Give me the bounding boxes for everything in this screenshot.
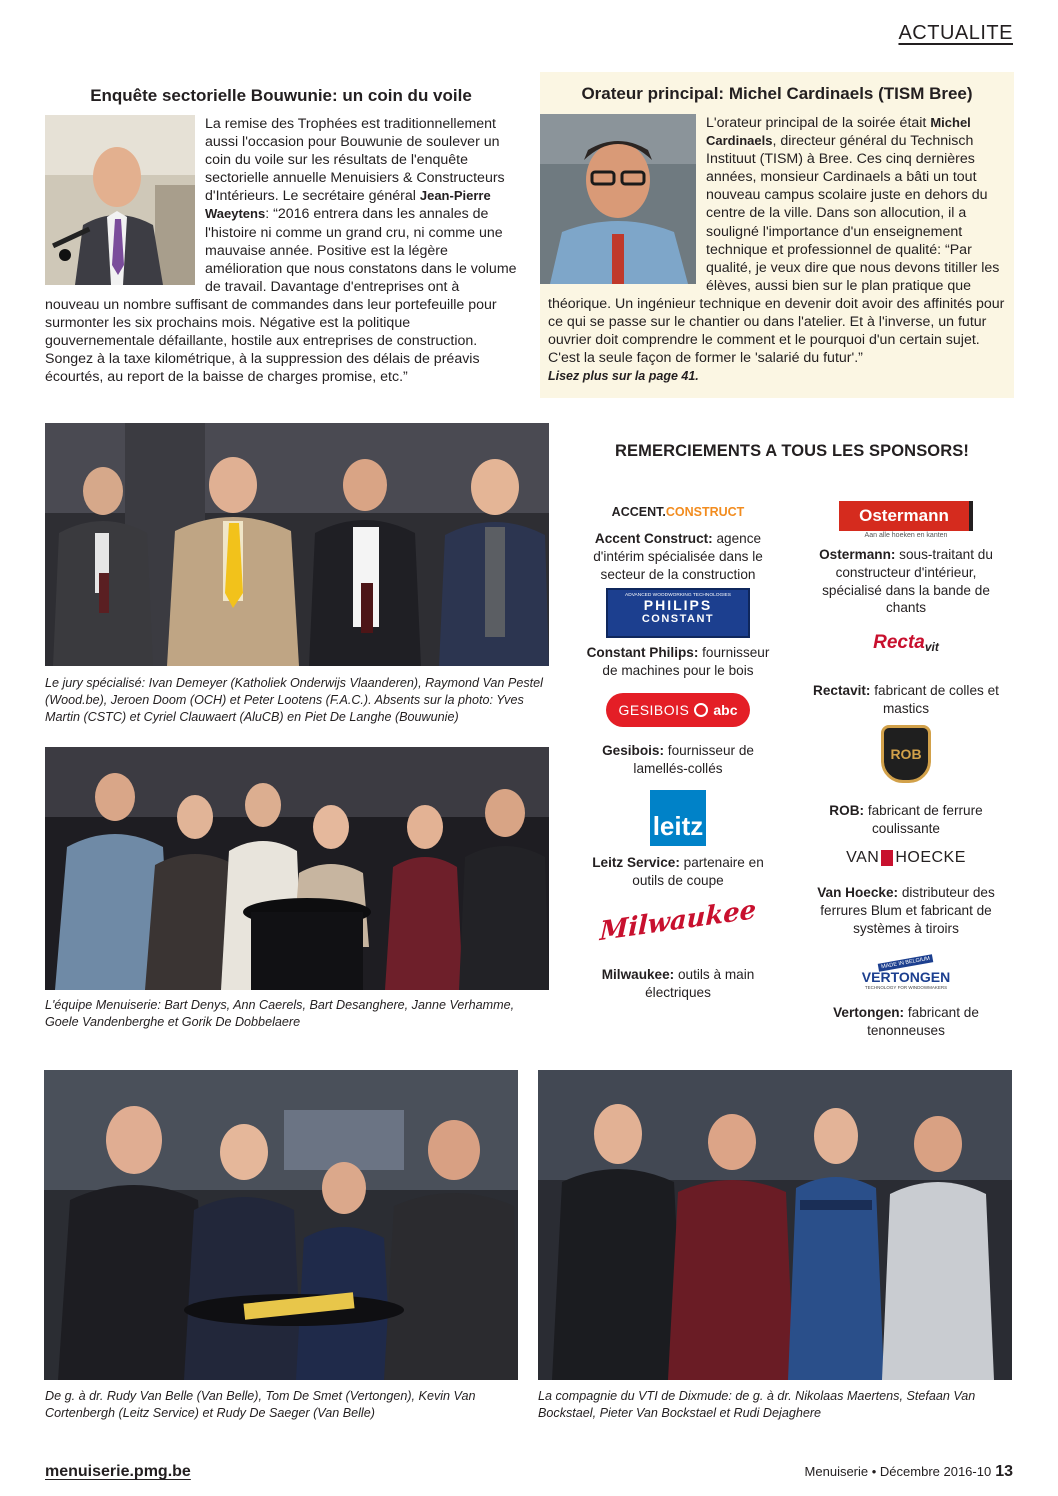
read-more: Lisez plus sur la page 41. [548, 369, 699, 384]
leitz-logo: leitz [578, 786, 778, 850]
sponsor-description: Vertongen: fabricant de tenonneuses [833, 1005, 979, 1038]
rectavit-logo: Recta vit [873, 632, 939, 654]
constant-philips-logo: ADVANCED WOODWORKING TECHNOLOGIES PHILIPS CONSTANT [578, 586, 778, 640]
rob-logo: ROB [806, 722, 1006, 786]
sponsor-description: Accent Construct: agence d'intérim spécialisée dans le secteur de la construction [593, 531, 763, 582]
photo-jury [45, 423, 549, 666]
caption-team: L'équipe Menuiserie: Bart Denys, Ann Caerels, Bart Desanghere, Janne Verhamme, Goele Vandenberghe et Gorik De Dobbelaere [45, 998, 515, 1029]
photo-team-menuiserie [45, 747, 549, 990]
caption-van-belle: De g. à dr. Rudy Van Belle (Van Belle), Tom De Smet (Vertongen), Kevin Van Cortenbergh (Leitz Service) et Rudy De Saeger (Van Belle) [45, 1389, 476, 1420]
sponsors-title: REMERCIEMENTS A TOUS LES SPONSORS! [615, 442, 969, 460]
footer-website[interactable]: menuiserie.pmg.be [45, 1463, 191, 1480]
accent-construct-logo: ACCENT. CONSTRUCT [611, 505, 745, 519]
sponsor-description: Leitz Service: partenaire en outils de coupe [592, 855, 764, 888]
person-name: Michel Cardinaels [706, 115, 971, 149]
van-hoecke-logo: VAN HOECKE [846, 849, 966, 866]
footer-issue [805, 1463, 1013, 1481]
photo-vti-dixmude [538, 1070, 1012, 1380]
page-number: 13 [995, 1463, 1013, 1480]
article-title: Enquête sectorielle Bouwunie: un coin du voile [90, 86, 472, 105]
article-title: Orateur principal: Michel Cardinaels (TISM Bree) [581, 84, 973, 103]
gesibois-logo: GESIBOIS abc [578, 686, 778, 734]
sponsor-description: Van Hoecke: distributeur des ferrures Blum et fabricant de systèmes à tiroirs [817, 885, 995, 936]
sponsor-description: Rectavit: fabricant de colles et mastics [813, 683, 999, 716]
photo-speaker-cardinaels [540, 114, 696, 284]
issue-label: Menuiserie • Décembre 2016-10 [804, 1464, 992, 1479]
article-body: La remise des Trophées est traditionnellement aussi l'occasion pour Bouwunie de soulever un coin du voile sur les résultats de l'enquête sectorielle annuelle Menuisiers & Constructeurs d'Intérieurs. Le secrétaire général Jean-Pierre Waeytens: “2016 entrera dans les annales de l'histoire ni comme un grand cru, ni comme une mauvaise année. Positive est la légère amélioration que nous constatons dans le volume de travail. Davantage d'entreprises ont à nouveau un nombre suffisant de commandes dans leur portefeuille pour surmonter les six prochains mois. Négative est la politique gouvernementale défaillante, hostile aux entreprises de construction. Songez à la taxe kilométrique, à la suppression des délais de préavis écourtés, au report de la baisse de charges promise, etc.” [45, 116, 517, 386]
sponsors-right-column [806, 494, 1006, 1040]
caption-vti: La compagnie du VTI de Dixmude: de g. à dr. Nikolaas Maertens, Stefaan Van Bockstael, Pieter Van Bockstael et Rudi Dejaghere [538, 1389, 976, 1420]
van-hoecke-h-icon [881, 850, 893, 866]
sponsor-description: Constant Philips: fournisseur de machines pour le bois [586, 645, 770, 678]
milwaukee-logo: Milwaukee [599, 894, 757, 948]
article-box-cardinaels [540, 72, 1014, 398]
photo-speaker-waeytens [45, 115, 195, 285]
ostermann-logo: Ostermann Aan alle hoeken en kanten [806, 494, 1006, 546]
person-name: Jean-Pierre Waeytens [205, 188, 491, 222]
sponsors-left-column [578, 494, 778, 1002]
vertongen-logo: MADE IN BELGIUM VERTONGEN TECHNOLOGY FOR WINDOWMAKERS [861, 955, 951, 990]
gesibois-dot-icon [694, 703, 708, 717]
section-label: ACTUALITE [898, 22, 1013, 44]
sponsor-description: ROB: fabricant de ferrure coulissante [829, 803, 983, 836]
sponsor-description: Milwaukee: outils à main électriques [601, 967, 755, 1000]
caption-jury: Le jury spécialisé: Ivan Demeyer (Katholiek Onderwijs Vlaanderen), Raymond Van Pestel (Wood.be), Jeroen Doom (OCH) et Peter Lootens (F.A.C.). Absents sur la photo: Yves Martin (CSTC) et Cyriel Clauwaert (AluCB) en Piet De Langhe (Bouwunie) [45, 676, 543, 724]
article-bouwunie [45, 86, 517, 386]
article-body: L'orateur principal de la soirée était Michel Cardinaels, directeur général du Technisch Instituut (TISM) à Bree. Ces cinq dernières années, monsieur Cardinaels a bâti un tout nouveau campus scolaire juste en dehors du centre de la ville. Dans son allocution, il a souligné l'importance d'un enseignement technique et professionnel de qualité: “Par qualité, je veux dire que nous devons titiller les élèves, aussi bien sur le plan pratique que théorique. Un ingénieur technique en devenir doit avoir des affinités pour ce qui se passe sur le chantier ou dans l'atelier. Et à l'inverse, un futur ouvrier doit comprendre le comment et le pourquoi d'un certain sujet. C'est la seule façon de former le 'salarié du futur'.” Lisez plus sur la page 41. [540, 114, 1006, 385]
sponsor-description: Ostermann: sous-traitant du constructeur d'intérieur, spécialisé dans la bande de chants [819, 547, 993, 616]
sponsor-description: Gesibois: fournisseur de lamellés-collés [602, 743, 754, 776]
photo-van-belle-group [44, 1070, 518, 1380]
